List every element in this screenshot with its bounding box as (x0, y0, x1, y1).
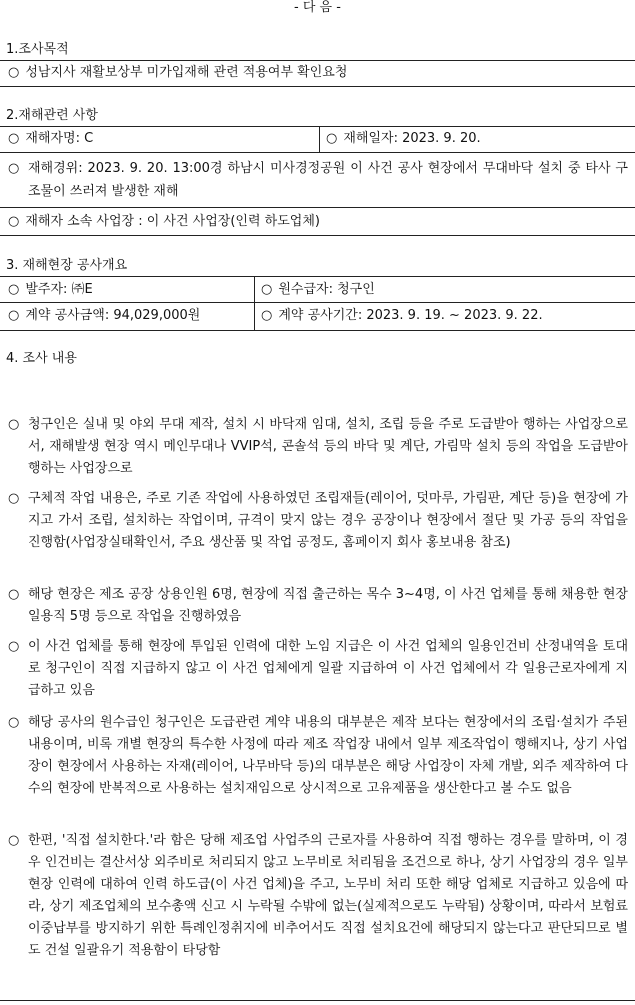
divider (0, 235, 635, 236)
finding-item (8, 584, 628, 628)
workplace-text: 재해자 소속 사업장 : 이 사건 사업장(인력 하도업체) (25, 214, 320, 229)
bullet-icon: ○ (8, 131, 20, 146)
bullet-icon: ○ (8, 417, 20, 432)
finding-text: 청구인은 실내 및 야외 무대 제작, 설치 시 바닥재 임대, 설치, 조립 등을 주로 도급받아 행하는 사업장으로서, 재해발생 현장 역시 메인무대나 VVIP석, 콘솔석 등의 바닥 및 계단, 가림막 설치 등의 작업을 도급받아 행하는 사업장으로 (28, 417, 628, 476)
section-2-heading: 2.재해관련 사항 (6, 108, 98, 123)
divider (0, 302, 635, 303)
contract-amount-cell (8, 306, 200, 325)
bullet-icon: ○ (8, 587, 20, 602)
bullet-icon: ○ (8, 715, 20, 730)
purpose-cell (8, 63, 347, 82)
purpose-text: 성남지사 재활보상부 미가입재해 관련 적용여부 확인요청 (25, 65, 348, 80)
bullet-icon: ○ (8, 639, 20, 654)
finding-text: 해당 현장은 제조 공장 상용인원 6명, 현장에 직접 출근하는 목수 3~4명, 이 사건 업체를 통해 채용한 현장 일용직 5명 등으로 작업을 진행하였음 (28, 587, 628, 624)
finding-item (8, 636, 628, 702)
circumstance-cell (8, 157, 628, 203)
bullet-icon: ○ (8, 65, 20, 80)
divider (0, 1000, 635, 1001)
divider (0, 86, 635, 87)
bullet-icon: ○ (8, 833, 20, 848)
workplace-cell (8, 212, 320, 231)
contract-period-text: 계약 공사기간: 2023. 9. 19. ~ 2023. 9. 22. (278, 308, 543, 323)
finding-text: 한편, '직접 설치한다.'라 함은 당해 제조업 사업주의 근로자를 사용하여 직접 행하는 경우를 말하며, 이 경우 인건비는 결산서상 외주비로 처리되지 않고 노무비로 처리됨을 조건으로 하나, 상기 사업장의 경우 일부 현장 인력에 대하여 인력 하도급(이 사건 업체)을 주고, 노무비 처리 또한 해당 업체로 지급하고 있음에 따라, 상기 제조업체의 보수총액 신고 시 누락될 수밖에 없는(실제적으로도 누락됨) 상황이며, 따라서 보험료 이중납부를 방지하기 위한 특례인정취지에 비추어서도 직접 설치요건에 해당되지 않는다고 판단되므로 별도 건설 일괄유기 적용함이 타당함 (28, 833, 628, 958)
bullet-icon: ○ (261, 308, 273, 323)
section-1-heading: 1.조사목적 (6, 42, 69, 57)
document-title: - 다 음 - (294, 0, 341, 15)
divider (0, 207, 635, 208)
finding-item (8, 712, 628, 800)
divider (0, 126, 635, 127)
victim-text: 재해자명: C (25, 131, 94, 146)
section-4-heading: 4. 조사 내용 (6, 351, 77, 366)
prime-contractor-text: 원수급자: 청구인 (278, 282, 375, 297)
bullet-icon: ○ (261, 282, 273, 297)
bullet-icon: ○ (326, 131, 338, 146)
orderer-cell (8, 280, 93, 299)
divider (0, 330, 635, 331)
accident-date-text: 재해일자: 2023. 9. 20. (343, 131, 481, 146)
finding-text: 해당 공사의 원수급인 청구인은 도급관련 계약 내용의 대부분은 제작 보다는 현장에서의 조립·설치가 주된 내용이며, 비록 개별 현장의 특수한 사정에 따라 제조 작업장 내에서 일부 제조작업이 행해지나, 상기 사업장이 현장에서 사용하는 자재(레이어, 나무바닥 등)의 대부분은 해당 사업장이 자체 개발, 외주 제작하여 다수의 현장에 반복적으로 사용하는 설치재임으로 상시적으로 고유제품을 생산한다고 볼 수도 없음 (28, 715, 628, 796)
bullet-icon: ○ (8, 161, 20, 176)
finding-item (8, 414, 628, 480)
contract-period-cell (261, 306, 543, 325)
circumstance-text: 재해경위: 2023. 9. 20. 13:00경 하남시 미사경정공원 이 사건 공사 현장에서 무대바닥 설치 중 타사 구조물이 쓰러져 발생한 재해 (28, 161, 628, 199)
divider (0, 60, 635, 61)
finding-text: 구체적 작업 내용은, 주로 기존 작업에 사용하였던 조립재들(레이어, 덧마루, 가림판, 계단 등)을 현장에 가지고 가서 조립, 설치하는 작업이며, 규격이 맞지 않는 경우 공장이나 현장에서 절단 및 가공 등의 작업을 진행함(사업장실태확인서, 주요 생산품 및 작업 공정도, 홈페이지 회사 홍보내용 참조) (28, 491, 628, 550)
finding-item (8, 830, 628, 962)
accident-date-cell (326, 129, 481, 148)
bullet-icon: ○ (8, 308, 20, 323)
finding-item (8, 488, 628, 554)
bullet-icon: ○ (8, 214, 20, 229)
divider (0, 276, 635, 277)
victim-cell (8, 129, 93, 148)
contract-amount-text: 계약 공사금액: 94,029,000원 (25, 308, 201, 323)
bullet-icon: ○ (8, 282, 20, 297)
finding-text: 이 사건 업체를 통해 현장에 투입된 인력에 대한 노임 지급은 이 사건 업체의 일용인건비 산정내역을 토대로 청구인이 직접 지급하지 않고 이 사건 업체에게 일괄 지급하여 이 사건 업체에서 각 일용근로자에게 지급하고 있음 (28, 639, 628, 698)
divider (254, 276, 255, 330)
orderer-text: 발주자: ㈜E (25, 282, 93, 297)
divider (0, 152, 635, 153)
divider (319, 126, 320, 152)
bullet-icon: ○ (8, 491, 20, 506)
prime-contractor-cell (261, 280, 375, 299)
section-3-heading: 3. 재해현장 공사개요 (6, 258, 128, 273)
